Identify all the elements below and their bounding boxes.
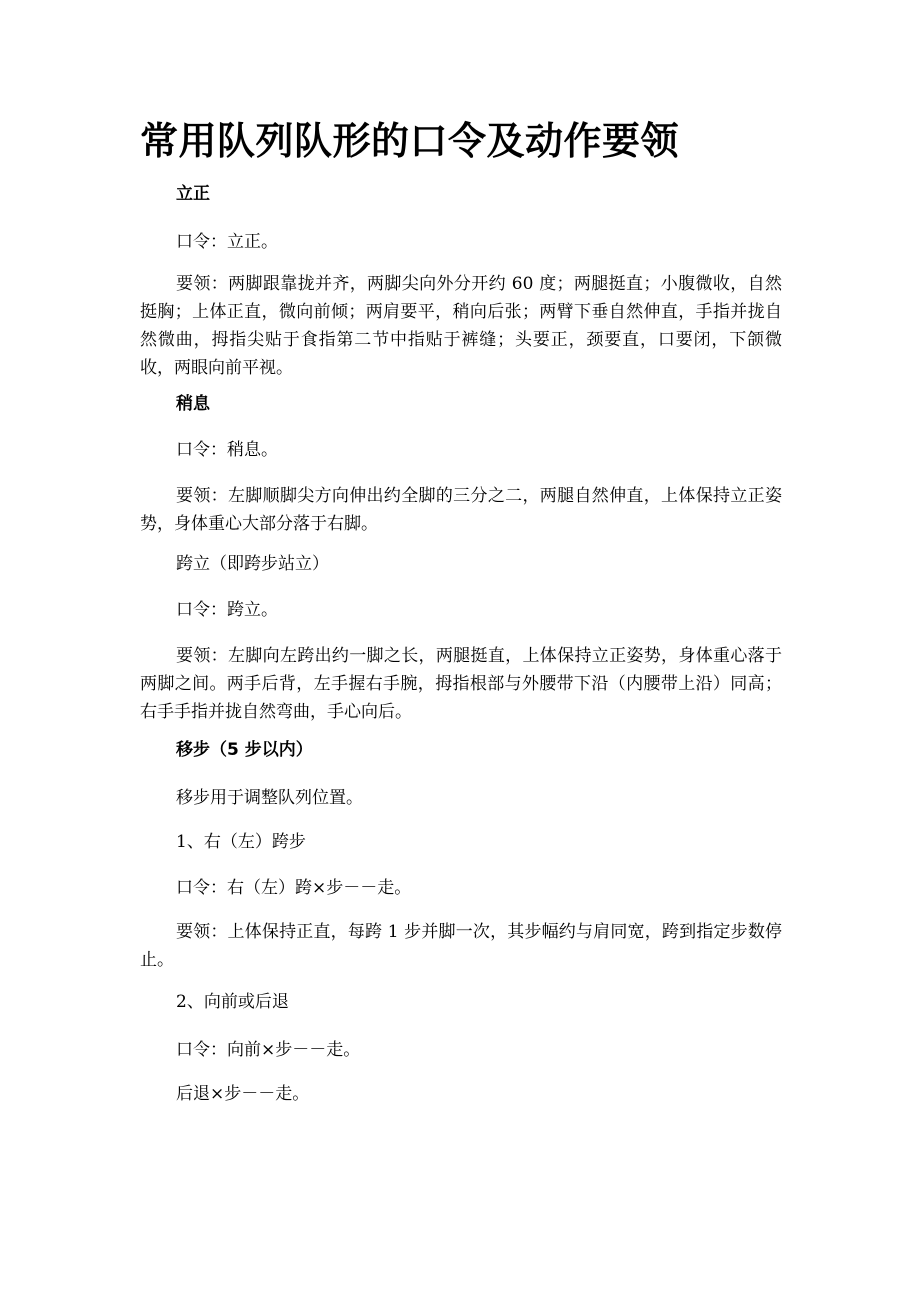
yibu-item1-essentials: 要领：上体保持正直，每跨 1 步并脚一次，其步幅约与肩同宽，跨到指定步数停止。 bbox=[140, 922, 782, 970]
shaoxi-command: 口令：稍息。 bbox=[176, 440, 278, 460]
kuali-command: 口令：跨立。 bbox=[176, 600, 278, 620]
yibu-item2-command-back: 后退×步－－走。 bbox=[176, 1084, 310, 1104]
lizheng-essentials: 要领：两脚跟靠拢并齐，两脚尖向外分开约 60 度；两腿挺直；小腹微收，自然挺胸；上体正直，微向前倾；两肩要平，稍向后张；两臂下垂自然伸直，手指并拢自然微曲，拇指尖贴于食指第二节中指贴于裤缝；头要正，颈要直，口要闭，下颌微收，两眼向前平视。 bbox=[140, 274, 782, 378]
kuali-essentials: 要领：左脚向左跨出约一脚之长，两腿挺直，上体保持立正姿势，身体重心落于两脚之间。两手后背，左手握右手腕，拇指根部与外腰带下沿（内腰带上沿）同高；右手手指并拢自然弯曲，手心向后。 bbox=[140, 646, 782, 722]
shaoxi-essentials: 要领：左脚顺脚尖方向伸出约全脚的三分之二，两腿自然伸直，上体保持立正姿势，身体重心大部分落于右脚。 bbox=[140, 486, 782, 534]
yibu-item1-heading: 1、右（左）跨步 bbox=[176, 832, 306, 852]
section-heading-kuali: 跨立（即跨步站立） bbox=[176, 554, 329, 574]
yibu-item2-heading: 2、向前或后退 bbox=[176, 992, 289, 1012]
section-heading-shaoxi: 稍息 bbox=[176, 394, 210, 414]
yibu-item1-command: 口令：右（左）跨×步－－走。 bbox=[176, 878, 412, 898]
document-title: 常用队列队形的口令及动作要领 bbox=[140, 119, 680, 163]
yibu-item2-command: 口令：向前×步－－走。 bbox=[176, 1040, 361, 1060]
yibu-intro: 移步用于调整队列位置。 bbox=[176, 788, 363, 808]
section-heading-yibu: 移步（5 步以内） bbox=[176, 740, 313, 760]
lizheng-command: 口令：立正。 bbox=[176, 232, 278, 252]
section-heading-lizheng: 立正 bbox=[176, 184, 210, 204]
